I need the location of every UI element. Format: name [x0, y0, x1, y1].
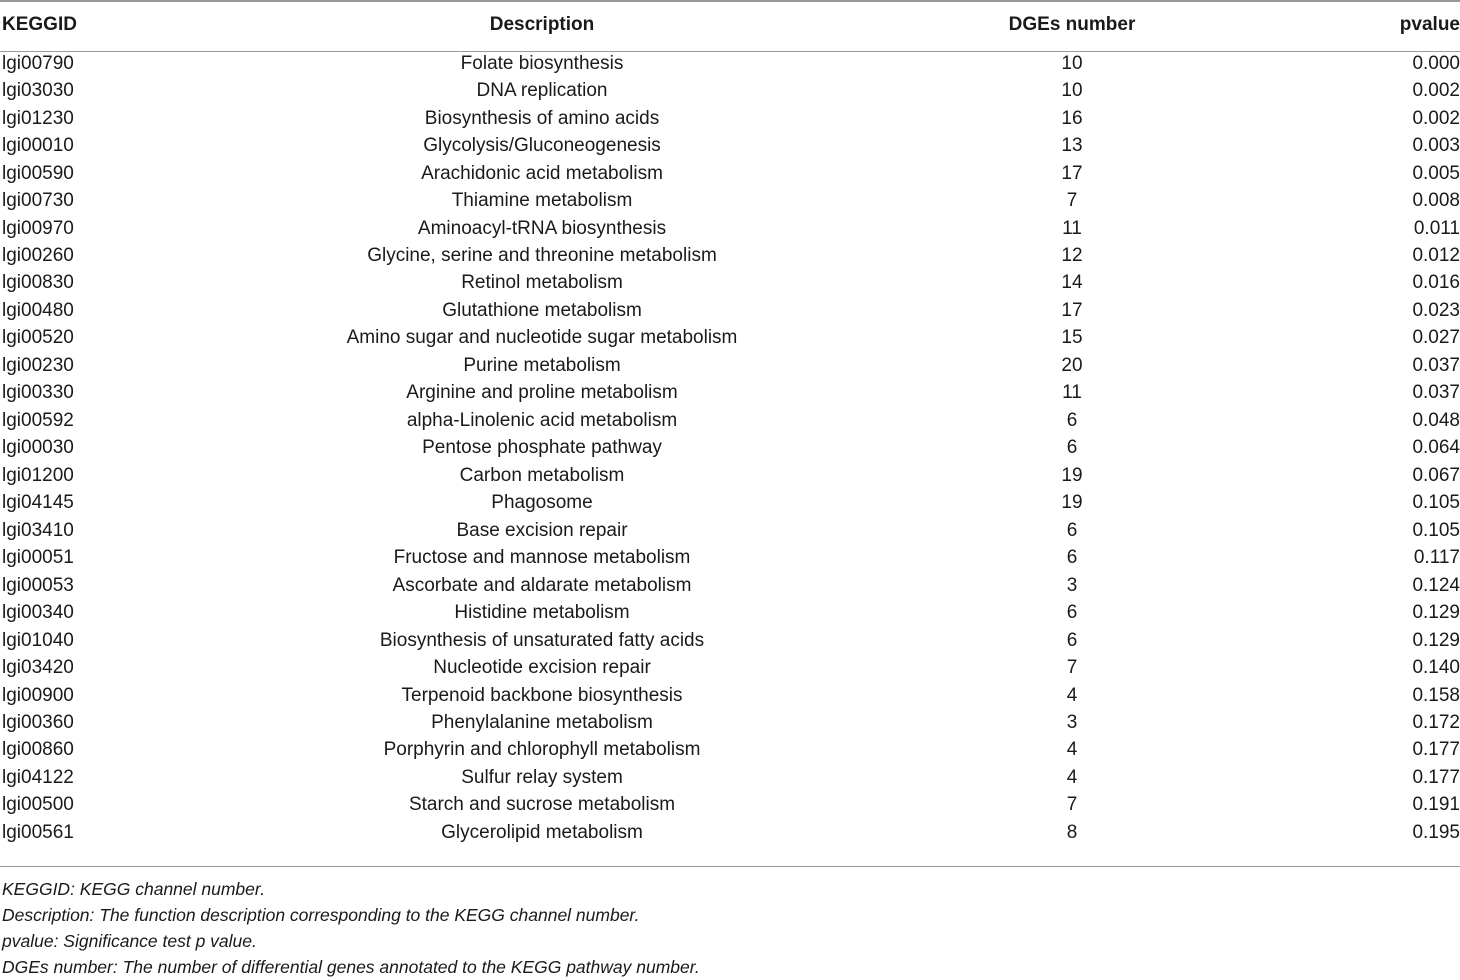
cell-keggid: lgi00970: [2, 217, 74, 239]
cell-dges-number: 6: [1066, 629, 1078, 651]
cell-keggid: lgi03410: [2, 519, 74, 541]
cell-pvalue: 0.023: [1412, 299, 1460, 321]
table-row: [0, 132, 1460, 159]
cell-dges-number: 6: [1066, 437, 1078, 459]
table-row: [0, 819, 1460, 846]
cell-keggid: lgi00480: [2, 299, 74, 321]
cell-pvalue: 0.011: [1413, 217, 1460, 239]
cell-keggid: lgi00030: [2, 437, 74, 459]
cell-dges-number: 19: [1061, 464, 1083, 486]
table-row: [0, 764, 1460, 791]
column-header-dges-number: DGEs number: [1008, 14, 1136, 35]
cell-pvalue: 0.177: [1412, 739, 1460, 761]
cell-description: Carbon metabolism: [459, 464, 625, 486]
table-row: [0, 435, 1460, 462]
cell-dges-number: 17: [1061, 299, 1083, 321]
cell-description: alpha-Linolenic acid metabolism: [406, 409, 678, 431]
cell-keggid: lgi01200: [2, 464, 74, 486]
cell-description: Arachidonic acid metabolism: [421, 162, 663, 184]
table-row: [0, 599, 1460, 626]
table-row: [0, 462, 1460, 489]
cell-dges-number: 20: [1061, 354, 1083, 376]
table-row: [0, 737, 1460, 764]
cell-description: Glycine, serine and threonine metabolism: [367, 245, 717, 267]
cell-pvalue: 0.002: [1412, 80, 1460, 102]
table-row: [0, 654, 1460, 681]
cell-dges-number: 12: [1061, 245, 1083, 267]
cell-keggid: lgi00900: [2, 684, 74, 706]
cell-pvalue: 0.000: [1412, 52, 1460, 74]
cell-pvalue: 0.048: [1412, 409, 1460, 431]
cell-description: Thiamine metabolism: [451, 190, 633, 212]
cell-pvalue: 0.140: [1412, 657, 1460, 679]
table-row: [0, 792, 1460, 819]
cell-description: Terpenoid backbone biosynthesis: [401, 684, 683, 706]
cell-dges-number: 4: [1066, 739, 1078, 761]
cell-pvalue: 0.191: [1412, 794, 1460, 816]
cell-description: Ascorbate and aldarate metabolism: [392, 574, 692, 596]
cell-description: Purine metabolism: [463, 354, 621, 376]
cell-pvalue: 0.012: [1412, 245, 1460, 267]
footnote-keggid: KEGGID: KEGG channel number.: [2, 879, 265, 899]
cell-description: Biosynthesis of amino acids: [424, 107, 660, 129]
cell-dges-number: 7: [1066, 794, 1078, 816]
table-row: [0, 380, 1460, 407]
cell-pvalue: 0.124: [1412, 574, 1460, 596]
cell-keggid: lgi00730: [2, 190, 74, 212]
cell-description: Retinol metabolism: [461, 272, 623, 294]
column-header-keggid: KEGGID: [2, 14, 77, 35]
cell-pvalue: 0.177: [1412, 766, 1460, 788]
table-body: [0, 50, 1460, 847]
table-row: [0, 242, 1460, 269]
table-row: [0, 160, 1460, 187]
cell-dges-number: 11: [1062, 217, 1082, 239]
cell-keggid: lgi03420: [2, 657, 74, 679]
table-row: [0, 627, 1460, 654]
cell-pvalue: 0.067: [1412, 464, 1460, 486]
cell-keggid: lgi04145: [2, 492, 74, 514]
bottom-rule: [0, 866, 1460, 867]
cell-keggid: lgi00330: [2, 382, 74, 404]
cell-pvalue: 0.016: [1412, 272, 1460, 294]
cell-keggid: lgi01040: [2, 629, 74, 651]
cell-dges-number: 11: [1062, 382, 1082, 404]
cell-description: Histidine metabolism: [454, 602, 630, 624]
cell-keggid: lgi03030: [2, 80, 74, 102]
table-row: [0, 270, 1460, 297]
column-header-description: Description: [489, 14, 595, 35]
cell-description: Porphyrin and chlorophyll metabolism: [383, 739, 701, 761]
cell-pvalue: 0.037: [1412, 382, 1460, 404]
cell-keggid: lgi01230: [2, 107, 74, 129]
cell-keggid: lgi00790: [2, 52, 74, 74]
cell-pvalue: 0.105: [1412, 492, 1460, 514]
cell-dges-number: 8: [1066, 821, 1078, 843]
cell-description: Pentose phosphate pathway: [422, 437, 662, 459]
cell-keggid: lgi00053: [2, 574, 74, 596]
cell-dges-number: 4: [1066, 766, 1078, 788]
cell-description: Base excision repair: [456, 519, 628, 541]
cell-keggid: lgi00590: [2, 162, 74, 184]
cell-dges-number: 3: [1066, 711, 1078, 733]
cell-dges-number: 17: [1061, 162, 1083, 184]
table-row: [0, 77, 1460, 104]
cell-dges-number: 10: [1061, 80, 1083, 102]
cell-description: Phenylalanine metabolism: [431, 711, 653, 733]
table-row: [0, 297, 1460, 324]
cell-dges-number: 10: [1061, 52, 1083, 74]
cell-pvalue: 0.158: [1412, 684, 1460, 706]
cell-pvalue: 0.105: [1412, 519, 1460, 541]
table-header-row: [0, 0, 1460, 50]
cell-dges-number: 3: [1066, 574, 1078, 596]
cell-dges-number: 14: [1061, 272, 1083, 294]
cell-description: Folate biosynthesis: [460, 52, 624, 74]
table-row: [0, 215, 1460, 242]
cell-dges-number: 15: [1061, 327, 1083, 349]
footnote-description: Description: The function description corresponding to the KEGG channel number.: [2, 905, 640, 925]
column-header-pvalue: pvalue: [1399, 14, 1460, 35]
cell-description: Arginine and proline metabolism: [406, 382, 678, 404]
cell-keggid: lgi00860: [2, 739, 74, 761]
cell-dges-number: 7: [1066, 657, 1078, 679]
footnote-dges-number: DGEs number: The number of differential genes annotated to the KEGG pathway number.: [2, 957, 700, 977]
cell-keggid: lgi00360: [2, 711, 74, 733]
cell-description: DNA replication: [476, 80, 608, 102]
cell-description: Fructose and mannose metabolism: [393, 547, 691, 569]
cell-keggid: lgi00051: [2, 547, 74, 569]
cell-pvalue: 0.172: [1412, 711, 1460, 733]
cell-keggid: lgi00010: [2, 135, 74, 157]
cell-dges-number: 4: [1066, 684, 1078, 706]
cell-description: Glycerolipid metabolism: [441, 821, 643, 843]
footnote-pvalue: pvalue: Significance test p value.: [2, 931, 257, 951]
cell-keggid: lgi04122: [2, 766, 74, 788]
cell-description: Amino sugar and nucleotide sugar metabolism: [346, 327, 738, 349]
cell-dges-number: 6: [1066, 602, 1078, 624]
cell-description: Phagosome: [491, 492, 593, 514]
table-row: [0, 105, 1460, 132]
cell-pvalue: 0.005: [1412, 162, 1460, 184]
cell-description: Glutathione metabolism: [442, 299, 642, 321]
table-row: [0, 544, 1460, 571]
cell-pvalue: 0.064: [1412, 437, 1460, 459]
table-row: [0, 325, 1460, 352]
table-row: [0, 50, 1460, 77]
cell-keggid: lgi00230: [2, 354, 74, 376]
cell-pvalue: 0.129: [1412, 602, 1460, 624]
cell-keggid: lgi00260: [2, 245, 74, 267]
cell-dges-number: 7: [1066, 190, 1078, 212]
cell-pvalue: 0.003: [1412, 135, 1460, 157]
cell-dges-number: 19: [1061, 492, 1083, 514]
cell-pvalue: 0.129: [1412, 629, 1460, 651]
cell-pvalue: 0.008: [1412, 190, 1460, 212]
cell-pvalue: 0.195: [1412, 821, 1460, 843]
cell-dges-number: 13: [1061, 135, 1083, 157]
cell-description: Aminoacyl-tRNA biosynthesis: [417, 217, 667, 239]
cell-pvalue: 0.037: [1412, 354, 1460, 376]
table-row: [0, 352, 1460, 379]
table-footnotes: [2, 876, 700, 980]
cell-description: Starch and sucrose metabolism: [408, 794, 676, 816]
table-row: [0, 407, 1460, 434]
cell-description: Biosynthesis of unsaturated fatty acids: [379, 629, 705, 651]
cell-keggid: lgi00830: [2, 272, 74, 294]
cell-description: Nucleotide excision repair: [433, 657, 651, 679]
cell-dges-number: 6: [1066, 409, 1078, 431]
cell-dges-number: 6: [1066, 519, 1078, 541]
cell-dges-number: 16: [1061, 107, 1083, 129]
cell-description: Sulfur relay system: [461, 766, 623, 788]
cell-pvalue: 0.002: [1412, 107, 1460, 129]
cell-pvalue: 0.027: [1412, 327, 1460, 349]
table-row: [0, 572, 1460, 599]
cell-keggid: lgi00561: [2, 821, 74, 843]
cell-dges-number: 6: [1066, 547, 1078, 569]
cell-keggid: lgi00500: [2, 794, 74, 816]
table-row: [0, 490, 1460, 517]
table-row: [0, 709, 1460, 736]
cell-pvalue: 0.117: [1413, 547, 1460, 569]
table-row: [0, 517, 1460, 544]
table-row: [0, 682, 1460, 709]
cell-keggid: lgi00340: [2, 602, 74, 624]
table-row: [0, 187, 1460, 214]
cell-description: Glycolysis/Gluconeogenesis: [423, 135, 661, 157]
cell-keggid: lgi00592: [2, 409, 74, 431]
cell-keggid: lgi00520: [2, 327, 74, 349]
